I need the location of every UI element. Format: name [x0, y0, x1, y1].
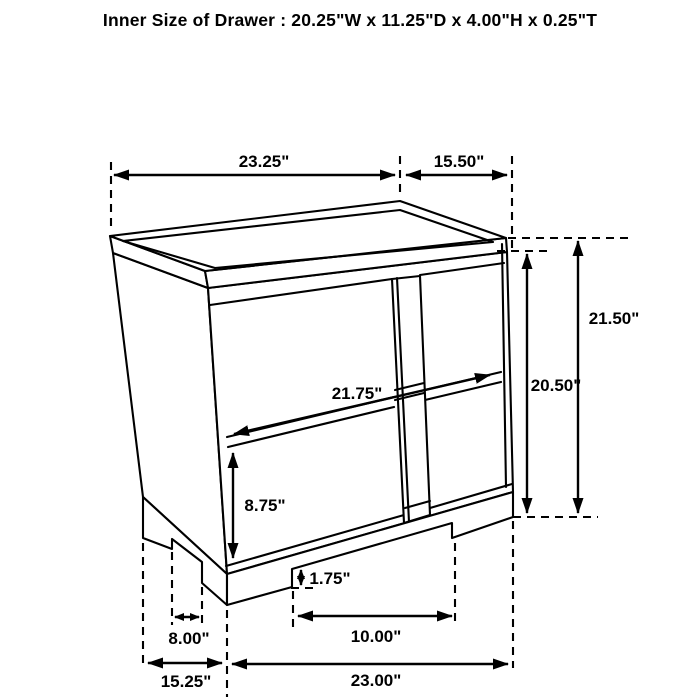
dimension-label-base-depth: 15.25" — [160, 672, 212, 691]
dimension-base-width — [232, 664, 508, 690]
dimension-top-width — [114, 152, 395, 175]
dimension-label-overall-height: 21.50" — [588, 309, 640, 328]
dimension-label-lower-drawer-height: 8.75" — [244, 496, 286, 515]
dimension-label-base-width: 23.00" — [350, 671, 402, 690]
dimension-leg-clearance — [301, 569, 351, 588]
dimension-label-case-height: 20.50" — [530, 376, 582, 395]
page-title: Inner Size of Drawer : 20.25"W x 11.25"D x 4.00"H x 0.25"T — [102, 10, 598, 30]
dimension-side-leg-gap — [168, 617, 209, 648]
dimension-front-leg-gap — [298, 616, 452, 646]
dimension-base-depth — [148, 663, 222, 691]
dimension-top-depth — [406, 152, 507, 175]
dimension-overall-height — [578, 241, 639, 513]
dimension-label-side-leg-gap: 8.00" — [168, 629, 210, 648]
dimension-label-drawer-face-width: 21.75" — [331, 384, 383, 403]
dimension-case-height — [527, 254, 581, 513]
dimension-label-top-width: 23.25" — [238, 152, 290, 171]
dimension-label-front-leg-gap: 10.00" — [350, 627, 402, 646]
dimension-label-leg-clearance: 1.75" — [309, 569, 351, 588]
nightstand-drawing — [110, 201, 513, 605]
dimension-label-top-depth: 15.50" — [433, 152, 485, 171]
